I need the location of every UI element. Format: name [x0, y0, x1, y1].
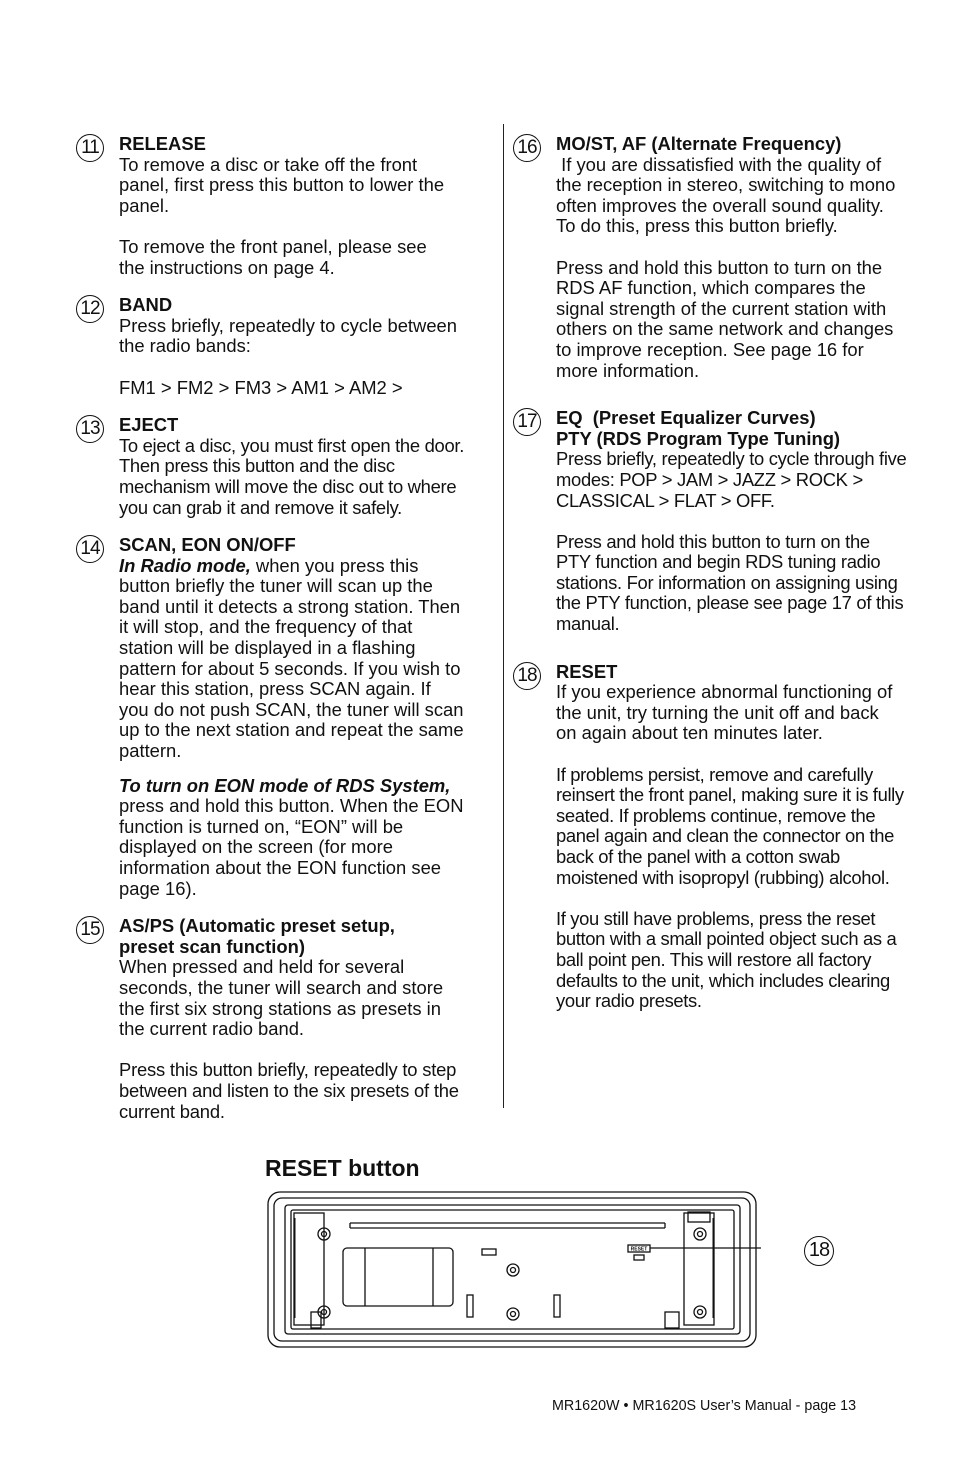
item-paragraph: Press this button briefly, repeatedly to step between and listen to the six presets of the current band.: [119, 1059, 459, 1122]
item-paragraph: Press briefly, repeatedly to cycle through five modes: POP > JAM > JAZZ > ROCK > CLASSICAL > FLAT > OFF.: [556, 448, 907, 511]
paragraph-text: when you press this button briefly the tuner will scan up the band until it detects a strong station. Then it will stop, and the frequency of that station will be displayed in a flashing pattern for about 5 seconds. If you wish to hear this station, press SCAN again. If you do not push SCAN, the tuner will scan up to the next station and repeat the same pattern.: [119, 554, 464, 762]
item-title: RELEASE: [119, 133, 206, 154]
reset-button-label: RESET: [630, 1246, 648, 1253]
number-badge: 11: [76, 134, 104, 162]
item-title: EQ (Preset Equalizer Curves): [556, 407, 816, 429]
item-paragraph: [119, 776, 464, 900]
callout-badge: [804, 1236, 834, 1266]
column-divider: [503, 124, 504, 1108]
page-footer: MR1620W • MR1620S User’s Manual - page 13: [552, 1398, 857, 1414]
item-title: SCAN, EON ON/OFF: [119, 534, 296, 556]
item-paragraph: Press briefly, repeatedly to cycle between the radio bands:: [119, 314, 458, 357]
number-badge: 12: [76, 295, 104, 323]
number-badge: 15: [76, 916, 104, 944]
paragraph-text: press and hold this button. When the EON function is turned on, “EON” will be displayed on the screen (for more information about the EON function see page 16).: [119, 795, 464, 899]
item-paragraph: To remove the front panel, please see the instructions on page 4.: [119, 235, 427, 278]
number-badge: 18: [513, 662, 541, 690]
item-title: BAND: [119, 294, 173, 316]
item-reset: [513, 662, 908, 1012]
item-paragraph: To eject a disc, you must first open the door. Then press this button and the disc mechanism will move the disc out to where you can grab it and remove it safely.: [119, 434, 465, 518]
number-badge: 17: [513, 408, 541, 436]
item-as-ps: [76, 916, 486, 1122]
item-paragraph: When pressed and held for several seconds, the tuner will search and store the first six strong stations as presets in the current radio band.: [119, 956, 444, 1040]
item-release: [76, 134, 486, 278]
item-title: RESET: [556, 660, 618, 682]
left-column: [76, 134, 486, 1122]
head-unit-faceplate-drawing: [265, 1188, 761, 1350]
item-paragraph: If problems persist, remove and carefully reinsert the front panel, making sure it is fully seated. If problems continue, remove the panel again and clean the connector on the back of the panel with a cotton swab moistened with isopropyl (rubbing) alcohol.: [556, 763, 904, 888]
item-mo-st-af: [513, 134, 908, 381]
item-paragraph: [119, 556, 464, 762]
item-title: MO/ST, AF (Alternate Frequency): [556, 133, 842, 154]
item-eject: [76, 415, 486, 518]
figure-heading: RESET button: [265, 1155, 420, 1181]
item-scan-eon: [76, 535, 486, 899]
item-band: [76, 295, 486, 398]
item-title: PTY (RDS Program Type Tuning): [556, 427, 841, 449]
right-column: [513, 134, 908, 1012]
item-title: preset scan function): [119, 935, 305, 957]
item-title: EJECT: [119, 414, 179, 436]
item-paragraph: If you experience abnormal functioning of the unit, try turning the unit off and back on again about ten minutes later.: [556, 681, 893, 744]
item-paragraph: If you still have problems, press the reset button with a small pointed object such as a ball point pen. This will restore all factory defaults to the unit, which includes clearing your radio presets.: [556, 907, 897, 1012]
number-badge: 13: [76, 415, 104, 443]
number-badge: 16: [513, 134, 541, 162]
item-paragraph: Press and hold this button to turn on the PTY function and begin RDS tuning radio stations. For information on assigning using the PTY function, please see page 17 of this manual.: [556, 530, 904, 635]
item-paragraph: Press and hold this button to turn on the RDS AF function, which compares the signal strength of the current station with others on the same network and changes to improve reception. See page 16 for more information.: [556, 256, 894, 381]
italic-lead: To turn on EON mode of RDS System,: [119, 774, 451, 796]
item-eq-pty: [513, 408, 908, 635]
item-paragraph: To remove a disc or take off the front panel, first press this button to lower the panel.: [119, 153, 445, 216]
item-paragraph: If you are dissatisfied with the quality of the reception in stereo, switching to mono often improves the overall sound quality. To do this, press this button briefly.: [556, 153, 901, 237]
item-paragraph: FM1 > FM2 > FM3 > AM1 > AM2 >: [119, 376, 403, 398]
number-badge: 14: [76, 535, 104, 563]
item-title: AS/PS (Automatic preset setup,: [119, 915, 395, 937]
italic-lead: In Radio mode,: [119, 554, 251, 576]
callout-number: 18: [804, 1236, 834, 1266]
